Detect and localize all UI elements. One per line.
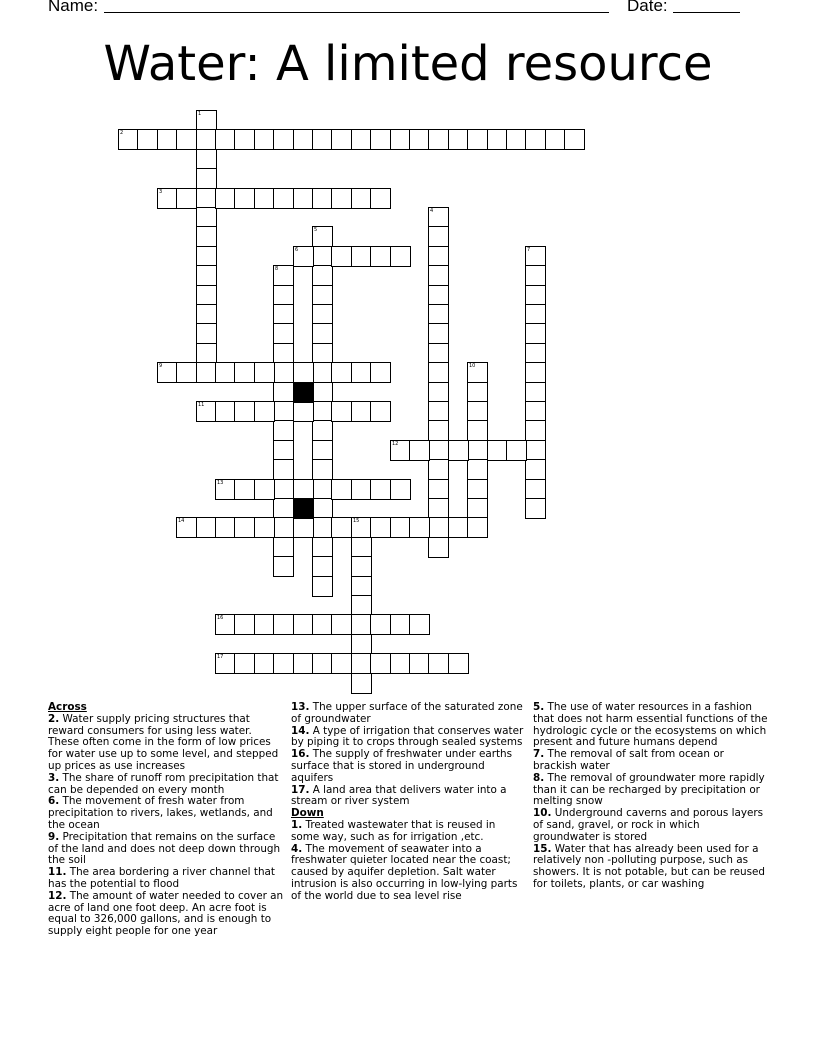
answer-cell[interactable] — [312, 246, 333, 267]
answer-cell[interactable] — [196, 168, 217, 189]
answer-cell[interactable] — [351, 614, 372, 635]
answer-cell[interactable] — [293, 479, 314, 500]
answer-cell[interactable] — [467, 459, 488, 480]
answer-cell[interactable] — [273, 188, 294, 209]
answer-cell[interactable] — [467, 479, 488, 500]
answer-cell[interactable] — [254, 653, 275, 674]
black-cell — [293, 382, 314, 403]
clue-across-14: 14. A type of irrigation that conserves water by piping it to crops through sealed systems — [291, 724, 524, 749]
answer-cell[interactable] — [312, 304, 333, 325]
answer-cell[interactable] — [293, 517, 314, 538]
answer-cell[interactable] — [312, 129, 333, 150]
clue-down-8: 8. The removal of groundwater more rapidly than it can be recharged by precipitation or melting snow — [533, 771, 765, 808]
answer-cell[interactable] — [293, 129, 314, 150]
answer-cell[interactable] — [370, 517, 391, 538]
answer-cell[interactable] — [351, 246, 372, 267]
answer-cell[interactable] — [312, 420, 333, 441]
answer-cell[interactable] — [525, 401, 546, 422]
answer-cell[interactable] — [254, 362, 275, 383]
answer-cell[interactable] — [390, 479, 411, 500]
answer-cell[interactable] — [467, 382, 488, 403]
answer-cell[interactable] — [293, 401, 314, 422]
answer-cell[interactable] — [293, 188, 314, 209]
answer-cell[interactable] — [176, 188, 197, 209]
answer-cell[interactable] — [273, 304, 294, 325]
answer-cell[interactable] — [331, 401, 352, 422]
answer-cell[interactable] — [467, 440, 488, 461]
answer-cell[interactable] — [448, 653, 469, 674]
answer-cell[interactable] — [215, 129, 236, 150]
answer-cell[interactable] — [331, 129, 352, 150]
clue-across-13: 13. The upper surface of the saturated zone of groundwater — [291, 701, 523, 725]
answer-cell[interactable] — [351, 188, 372, 209]
answer-cell[interactable] — [273, 459, 294, 480]
answer-cell[interactable] — [254, 479, 275, 500]
clue-column-3 — [533, 702, 769, 891]
answer-cell[interactable] — [254, 129, 275, 150]
answer-cell[interactable] — [312, 517, 333, 538]
answer-cell[interactable] — [390, 614, 411, 635]
answer-cell[interactable] — [351, 129, 372, 150]
clue-across-12: 12. The amount of water needed to cover an acre of land one foot deep. An acre foot is equal to 326,000 gallons, and is enough to supply eight people for one year — [48, 889, 284, 938]
answer-cell[interactable] — [525, 382, 546, 403]
answer-cell[interactable] — [525, 304, 546, 325]
answer-cell[interactable] — [351, 673, 372, 694]
clue-number-label: 8 — [275, 266, 279, 272]
answer-cell[interactable] — [312, 362, 333, 383]
answer-cell[interactable] — [351, 479, 372, 500]
answer-cell[interactable] — [196, 323, 217, 344]
answer-cell[interactable] — [351, 576, 372, 597]
answer-cell[interactable] — [331, 188, 352, 209]
answer-cell[interactable] — [273, 323, 294, 344]
answer-cell[interactable] — [428, 246, 449, 267]
answer-cell[interactable] — [525, 343, 546, 364]
answer-cell[interactable] — [448, 129, 469, 150]
answer-cell[interactable] — [351, 401, 372, 422]
answer-cell[interactable] — [196, 343, 217, 364]
answer-cell[interactable] — [370, 479, 391, 500]
clue-number-label: 17 — [217, 654, 224, 660]
answer-cell[interactable] — [467, 129, 488, 150]
answer-cell[interactable] — [506, 129, 527, 150]
answer-cell[interactable] — [234, 479, 255, 500]
answer-cell[interactable] — [390, 517, 411, 538]
page-title: Water: A limited resource — [103, 36, 713, 92]
answer-cell[interactable] — [312, 614, 333, 635]
answer-cell[interactable] — [234, 362, 255, 383]
answer-cell[interactable] — [428, 323, 449, 344]
answer-cell[interactable] — [312, 265, 333, 286]
answer-cell[interactable] — [312, 440, 333, 461]
answer-cell[interactable] — [351, 362, 372, 383]
answer-cell[interactable] — [312, 498, 333, 519]
answer-cell[interactable] — [234, 614, 255, 635]
answer-cell[interactable] — [254, 614, 275, 635]
clue-number-label: 13 — [217, 480, 224, 486]
answer-cell[interactable] — [273, 479, 294, 500]
answer-cell[interactable] — [428, 401, 449, 422]
clue-number-label: 3 — [159, 189, 163, 195]
clue-down-4: 4. The movement of seawater into a freshwater quieter located near the coast; caused by aquifer depletion. Salt water intrusion is also occurring in low-lying parts of the world due to sea level rise — [291, 842, 518, 902]
answer-cell[interactable] — [196, 517, 217, 538]
clue-number-label: 12 — [392, 441, 399, 447]
clue-number-label: 11 — [198, 402, 205, 408]
answer-cell[interactable] — [351, 537, 372, 558]
answer-cell[interactable] — [467, 498, 488, 519]
answer-cell[interactable] — [137, 129, 158, 150]
answer-cell[interactable] — [312, 576, 333, 597]
answer-cell[interactable] — [525, 459, 546, 480]
answer-cell[interactable] — [215, 517, 236, 538]
answer-cell[interactable] — [370, 129, 391, 150]
answer-cell[interactable] — [409, 440, 430, 461]
date-label: Date: — [627, 0, 668, 15]
answer-cell[interactable] — [370, 401, 391, 422]
answer-cell[interactable] — [273, 362, 294, 383]
answer-cell[interactable] — [525, 479, 546, 500]
answer-cell[interactable] — [215, 362, 236, 383]
answer-cell[interactable] — [487, 129, 508, 150]
answer-cell[interactable] — [196, 285, 217, 306]
answer-cell[interactable] — [234, 129, 255, 150]
answer-cell[interactable] — [312, 459, 333, 480]
answer-cell[interactable] — [293, 653, 314, 674]
answer-cell[interactable] — [331, 246, 352, 267]
answer-cell[interactable] — [312, 401, 333, 422]
answer-cell[interactable] — [312, 382, 333, 403]
answer-cell[interactable] — [196, 129, 217, 150]
clue-down-5: 5. The use of water resources in a fashion that does not harm essential functions of the hydrologic cycle or the ecosystems on which present and future humans depend — [533, 701, 768, 749]
answer-cell[interactable] — [196, 265, 217, 286]
clue-column-1 — [48, 702, 284, 938]
clue-across-9: 9. Precipitation that remains on the surface of the land and does not deep down through the soil — [48, 830, 281, 867]
answer-cell[interactable] — [196, 226, 217, 247]
answer-cell[interactable] — [331, 517, 352, 538]
answer-cell[interactable] — [351, 595, 372, 616]
answer-cell[interactable] — [312, 323, 333, 344]
answer-cell[interactable] — [448, 440, 469, 461]
answer-cell[interactable] — [215, 188, 236, 209]
answer-cell[interactable] — [506, 440, 527, 461]
answer-cell[interactable] — [273, 401, 294, 422]
answer-cell[interactable] — [525, 129, 546, 150]
answer-cell[interactable] — [390, 653, 411, 674]
answer-cell[interactable] — [428, 265, 449, 286]
answer-cell[interactable] — [467, 401, 488, 422]
answer-cell[interactable] — [196, 149, 217, 170]
answer-cell[interactable] — [428, 517, 449, 538]
clue-number-label: 6 — [295, 247, 299, 253]
answer-cell[interactable] — [293, 362, 314, 383]
answer-cell[interactable] — [331, 362, 352, 383]
answer-cell[interactable] — [331, 653, 352, 674]
answer-cell[interactable] — [273, 537, 294, 558]
answer-cell[interactable] — [467, 420, 488, 441]
answer-cell[interactable] — [409, 517, 430, 538]
answer-cell[interactable] — [428, 479, 449, 500]
black-cell — [293, 498, 314, 519]
answer-cell[interactable] — [273, 382, 294, 403]
clue-number-label: 15 — [353, 518, 360, 524]
answer-cell[interactable] — [370, 188, 391, 209]
clue-down-10: 10. Underground caverns and porous layers of sand, gravel, or rock in which groundwater is stored — [533, 807, 764, 843]
answer-cell[interactable] — [215, 401, 236, 422]
clue-down-15: 15. Water that has already been used for a relatively non -polluting purpose, such as showers. It is not potable, but can be reused for toilets, plants, or car washing — [533, 842, 766, 890]
down-heading: Down — [291, 807, 324, 820]
answer-cell[interactable] — [428, 498, 449, 519]
name-label: Name: — [48, 0, 99, 15]
clue-number-label: 2 — [120, 130, 124, 136]
answer-cell[interactable] — [234, 401, 255, 422]
clue-down-1: 1. Treated wastewater that is reused in some way, such as for irrigation ,etc. — [291, 818, 496, 843]
answer-cell[interactable] — [428, 304, 449, 325]
answer-cell[interactable] — [312, 479, 333, 500]
answer-cell[interactable] — [273, 343, 294, 364]
answer-cell[interactable] — [273, 129, 294, 150]
answer-cell[interactable] — [370, 614, 391, 635]
answer-cell[interactable] — [196, 246, 217, 267]
clue-number-label: 14 — [178, 518, 185, 524]
answer-cell[interactable] — [390, 246, 411, 267]
clue-number-label: 9 — [159, 363, 163, 369]
answer-cell[interactable] — [196, 304, 217, 325]
clue-across-3: 3. The share of runoff rom precipitation that can be depended on every month — [48, 771, 279, 796]
answer-cell[interactable] — [428, 653, 449, 674]
answer-cell[interactable] — [525, 265, 546, 286]
answer-cell[interactable] — [428, 537, 449, 558]
answer-cell[interactable] — [428, 420, 449, 441]
answer-cell[interactable] — [331, 614, 352, 635]
answer-cell[interactable] — [312, 537, 333, 558]
answer-cell[interactable] — [370, 362, 391, 383]
answer-cell[interactable] — [525, 440, 546, 461]
clue-number-label: 10 — [469, 363, 476, 369]
clue-down-7: 7. The removal of salt from ocean or brackish water — [533, 748, 724, 772]
answer-cell[interactable] — [196, 188, 217, 209]
answer-cell[interactable] — [176, 362, 197, 383]
answer-cell[interactable] — [428, 343, 449, 364]
answer-cell[interactable] — [273, 556, 294, 577]
answer-cell[interactable] — [428, 129, 449, 150]
clue-across-11: 11. The area bordering a river channel that has the potential to flood — [48, 866, 275, 890]
answer-cell[interactable] — [467, 517, 488, 538]
answer-cell[interactable] — [409, 129, 430, 150]
clue-across-6: 6. The movement of fresh water from precipitation to rivers, lakes, wetlands, and the ocean — [48, 795, 273, 831]
clue-number-label: 16 — [217, 615, 224, 621]
answer-cell[interactable] — [428, 285, 449, 306]
answer-cell[interactable] — [254, 401, 275, 422]
answer-cell[interactable] — [487, 440, 508, 461]
answer-cell[interactable] — [428, 459, 449, 480]
answer-cell[interactable] — [428, 362, 449, 383]
answer-cell[interactable] — [312, 653, 333, 674]
answer-cell[interactable] — [273, 614, 294, 635]
answer-cell[interactable] — [428, 382, 449, 403]
clue-across-17: 17. A land area that delivers water into a stream or river system — [291, 783, 507, 808]
answer-cell[interactable] — [312, 285, 333, 306]
answer-cell[interactable] — [273, 420, 294, 441]
clue-column-2 — [291, 702, 525, 903]
answer-cell[interactable] — [273, 285, 294, 306]
answer-cell[interactable] — [234, 517, 255, 538]
answer-cell[interactable] — [390, 129, 411, 150]
answer-cell[interactable] — [370, 246, 391, 267]
answer-cell[interactable] — [545, 129, 566, 150]
answer-cell[interactable] — [525, 498, 546, 519]
clue-number-label: 4 — [430, 208, 434, 214]
answer-cell[interactable] — [525, 362, 546, 383]
answer-cell[interactable] — [273, 517, 294, 538]
answer-cell[interactable] — [176, 129, 197, 150]
answer-cell[interactable] — [273, 440, 294, 461]
answer-cell[interactable] — [293, 614, 314, 635]
answer-cell[interactable] — [312, 343, 333, 364]
answer-cell[interactable] — [312, 556, 333, 577]
answer-cell[interactable] — [331, 479, 352, 500]
across-heading: Across — [48, 701, 87, 713]
answer-cell[interactable] — [351, 653, 372, 674]
answer-cell[interactable] — [351, 556, 372, 577]
answer-cell[interactable] — [234, 653, 255, 674]
answer-cell[interactable] — [428, 226, 449, 247]
answer-cell[interactable] — [254, 188, 275, 209]
clue-across-16: 16. The supply of freshwater under earths surface that is stored in underground aquifers — [291, 748, 513, 784]
clue-number-label: 7 — [527, 247, 531, 253]
answer-cell[interactable] — [525, 285, 546, 306]
answer-cell[interactable] — [196, 362, 217, 383]
answer-cell[interactable] — [525, 323, 546, 344]
answer-cell[interactable] — [409, 653, 430, 674]
answer-cell[interactable] — [157, 129, 178, 150]
answer-cell[interactable] — [254, 517, 275, 538]
answer-cell[interactable] — [409, 614, 430, 635]
answer-cell[interactable] — [273, 653, 294, 674]
answer-cell[interactable] — [448, 517, 469, 538]
answer-cell[interactable] — [428, 440, 449, 461]
answer-cell[interactable] — [370, 653, 391, 674]
answer-cell[interactable] — [525, 420, 546, 441]
clue-across-2: 2. Water supply pricing structures that reward consumers for using less water. These often come in the form of low prices for water use up to some level, and stepped up prices as use increases — [48, 712, 279, 772]
answer-cell[interactable] — [196, 207, 217, 228]
clue-number-label: 1 — [198, 111, 202, 117]
answer-cell[interactable] — [351, 634, 372, 655]
answer-cell[interactable] — [312, 188, 333, 209]
answer-cell[interactable] — [273, 498, 294, 519]
answer-cell[interactable] — [234, 188, 255, 209]
answer-cell[interactable] — [564, 129, 585, 150]
clue-number-label: 5 — [314, 227, 318, 233]
